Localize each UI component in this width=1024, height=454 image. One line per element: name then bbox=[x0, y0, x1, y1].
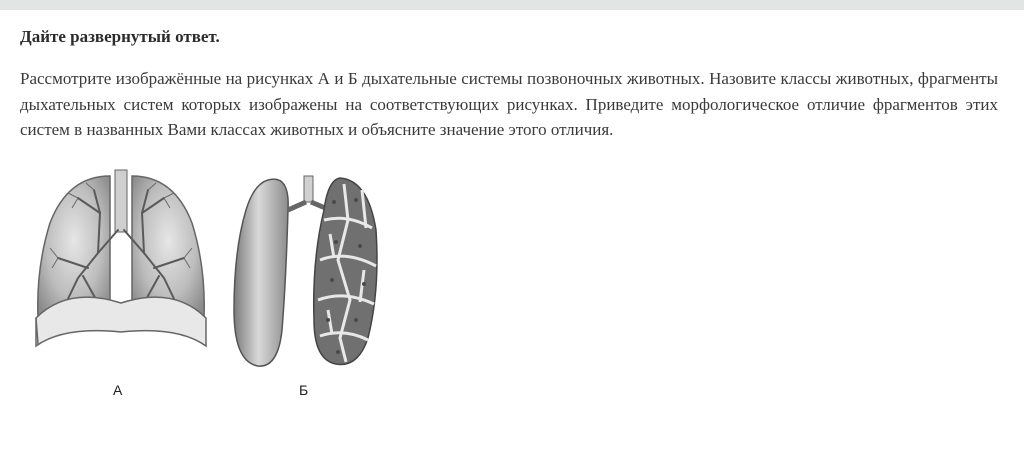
figure-b-caption: Б bbox=[299, 382, 309, 398]
task-heading: Дайте развернутый ответ. bbox=[20, 27, 220, 46]
figure-b-sac-lungs bbox=[228, 170, 384, 370]
top-bar bbox=[0, 0, 1024, 10]
figure-a-mammal-lungs bbox=[28, 168, 214, 356]
task-question-text: Рассмотрите изображённые на рисунках А и Б дыхательные системы позвоночных животных. Назовите классы животных, фрагменты дыхательных систем которых изображены на соответствующих рисунках. Приведите морфологическое отличие фрагментов этих систем в названных Вами классах животных и объясните значение этого отличия. bbox=[20, 69, 998, 139]
figure-a-caption: А bbox=[113, 382, 123, 398]
